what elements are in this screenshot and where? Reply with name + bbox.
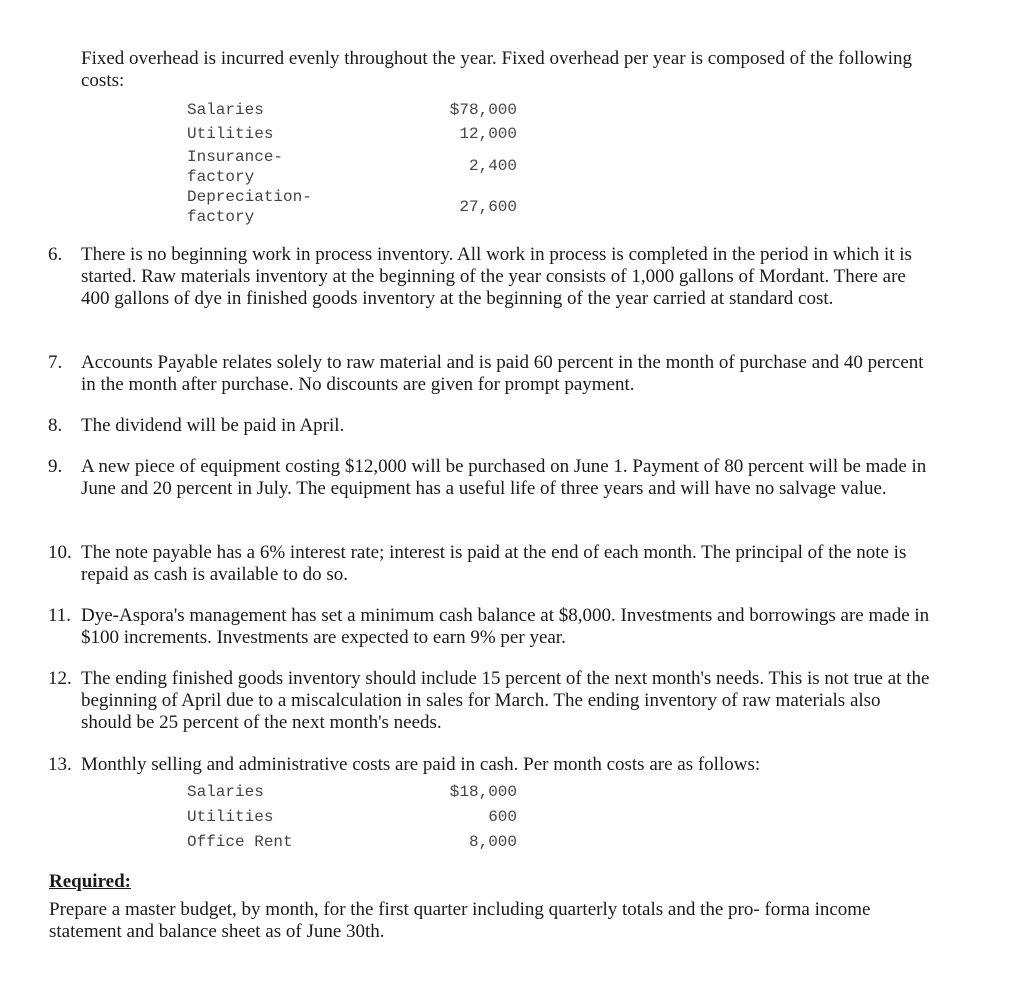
cost-label: Salaries <box>187 101 264 119</box>
item-number: 7. <box>48 352 63 373</box>
item-text: A new piece of equipment costing $12,000 will be purchased on June 1. Payment of 80 percent will be made in June and 20 percent in July. The equipment has a useful life of three years and will have no salvage value. <box>81 456 927 499</box>
required-heading: Required: <box>49 871 131 892</box>
cost-amount: 12,000 <box>459 125 517 143</box>
cost-label: Depreciation- factory <box>187 188 312 226</box>
cost-label: Utilities <box>187 808 274 826</box>
cost-amount: 600 <box>488 808 517 826</box>
cost-amount: 8,000 <box>468 833 517 851</box>
item-text: The note payable has a 6% interest rate; interest is paid at the end of each month. The principal of the note is repaid as cash is available to do so. <box>81 542 907 585</box>
item-text: The dividend will be paid in April. <box>81 415 345 436</box>
item-text: Monthly selling and administrative costs are paid in cash. Per month costs are as follows: <box>81 754 761 775</box>
cost-amount: $18,000 <box>449 783 517 801</box>
cost-amount: 27,600 <box>459 198 517 216</box>
fixed-overhead-table <box>187 100 517 230</box>
item-text: There is no beginning work in process inventory. All work in process is completed in the period in which it is started. Raw materials inventory at the beginning of the year consists of 1,000 gallons of Mordant. There are 400 gallons of dye in finished goods inventory at the beginning of the year carried at standard cost. <box>81 244 912 309</box>
item-number: 11. <box>48 605 72 626</box>
item-number: 12. <box>48 668 72 689</box>
item-text: Accounts Payable relates solely to raw material and is paid 60 percent in the month of purchase and 40 percent in the month after purchase. No discounts are given for prompt payment. <box>81 352 924 395</box>
cost-label: Utilities <box>187 125 274 143</box>
cost-amount: 2,400 <box>468 157 517 175</box>
cost-amount: $78,000 <box>449 101 517 119</box>
item-number: 10. <box>48 542 72 563</box>
item-number: 6. <box>48 244 63 265</box>
item-number: 8. <box>48 415 63 436</box>
selling-admin-table <box>187 782 517 852</box>
cost-label: Insurance- factory <box>187 148 284 186</box>
required-text: Prepare a master budget, by month, for the first quarter including quarterly totals and the pro- forma income statement and balance sheet as of June 30th. <box>49 899 871 942</box>
item-number: 9. <box>48 456 63 477</box>
item-text: Dye-Aspora's management has set a minimum cash balance at $8,000. Investments and borrowings are made in $100 increments. Investments are expected to earn 9% per year. <box>81 605 930 648</box>
item-number: 13. <box>48 754 72 775</box>
cost-label: Salaries <box>187 783 264 801</box>
intro-paragraph: Fixed overhead is incurred evenly throughout the year. Fixed overhead per year is composed of the following costs: <box>81 48 913 91</box>
item-text: The ending finished goods inventory should include 15 percent of the next month's needs. This is not true at the beginning of April due to a miscalculation in sales for March. The ending inventory of raw materials also should be 25 percent of the next month's needs. <box>81 668 930 733</box>
cost-label: Office Rent <box>187 833 293 851</box>
